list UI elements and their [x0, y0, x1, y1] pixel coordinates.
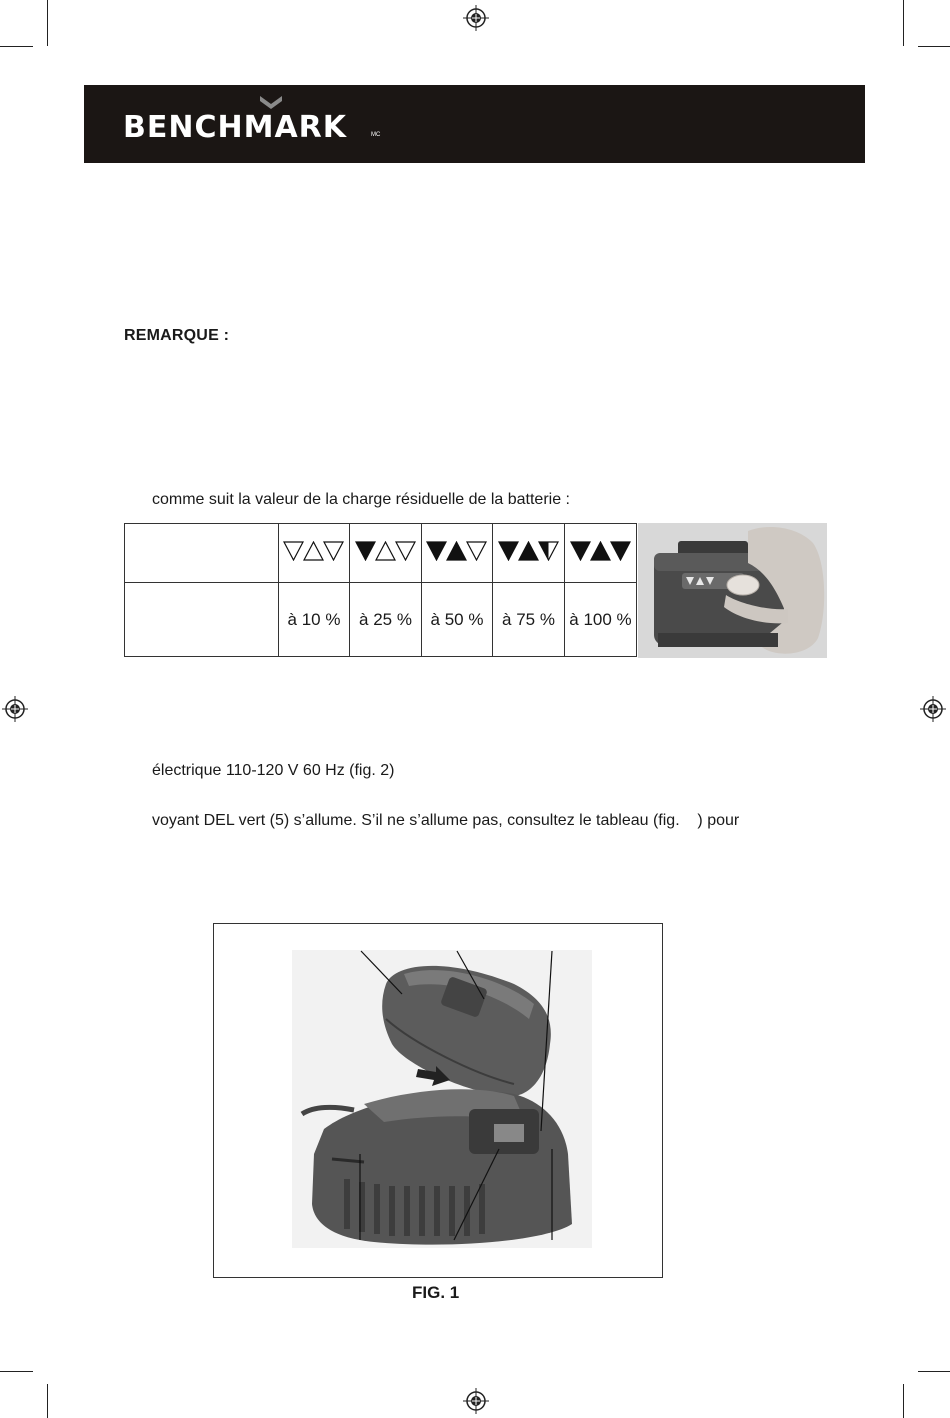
crop-mark	[0, 1371, 33, 1372]
brand-name: BENCHMARK	[123, 110, 348, 145]
charge-percent-cell: à 10 %	[279, 583, 350, 657]
crop-mark	[903, 1384, 904, 1418]
row-label-cell	[125, 524, 279, 583]
registration-mark-icon	[463, 1388, 489, 1414]
charge-indicator-icon	[426, 541, 488, 561]
charge-indicator-cell	[350, 524, 422, 583]
crop-mark	[47, 1384, 48, 1418]
charge-indicator-cell	[279, 524, 350, 583]
charge-percent-cell: à 25 %	[350, 583, 422, 657]
step-line: voyant DEL vert (5) s’allume. S’il ne s’allume pas, consultez le tableau (fig. ) pour	[152, 812, 740, 829]
crop-mark	[918, 46, 950, 47]
charge-indicator-cell	[422, 524, 493, 583]
charge-indicator-icon	[355, 541, 417, 561]
crop-mark	[903, 0, 904, 46]
crop-mark	[918, 1371, 950, 1372]
battery-photo	[638, 523, 827, 658]
charge-percent-cell: à 50 %	[422, 583, 493, 657]
figure-1-box	[213, 923, 663, 1278]
brand-logo	[123, 108, 383, 148]
trademark: MC	[371, 132, 381, 138]
charge-percent-cell: à 100 %	[565, 583, 637, 657]
registration-mark-icon	[463, 5, 489, 31]
note-label: REMARQUE :	[124, 327, 230, 344]
registration-mark-icon	[920, 696, 946, 722]
charge-indicator-icon	[283, 541, 345, 561]
charge-indicator-icon	[570, 541, 632, 561]
charge-intro-text: comme suit la valeur de la charge résiduelle de la batterie :	[152, 491, 570, 508]
step-line: électrique 110-120 V 60 Hz (fig. 2)	[152, 762, 395, 779]
charger-illustration	[214, 924, 662, 1277]
figure-caption: FIG. 1	[412, 1283, 460, 1302]
row-label-cell	[125, 583, 279, 657]
charge-percent-cell: à 75 %	[493, 583, 565, 657]
charge-indicator-cell	[565, 524, 637, 583]
charge-level-table	[124, 523, 637, 657]
registration-mark-icon	[2, 696, 28, 722]
crop-mark	[0, 46, 33, 47]
chevron-logo-icon	[260, 96, 282, 110]
charge-indicator-icon	[498, 541, 560, 561]
charge-indicator-cell	[493, 524, 565, 583]
crop-mark	[47, 0, 48, 46]
